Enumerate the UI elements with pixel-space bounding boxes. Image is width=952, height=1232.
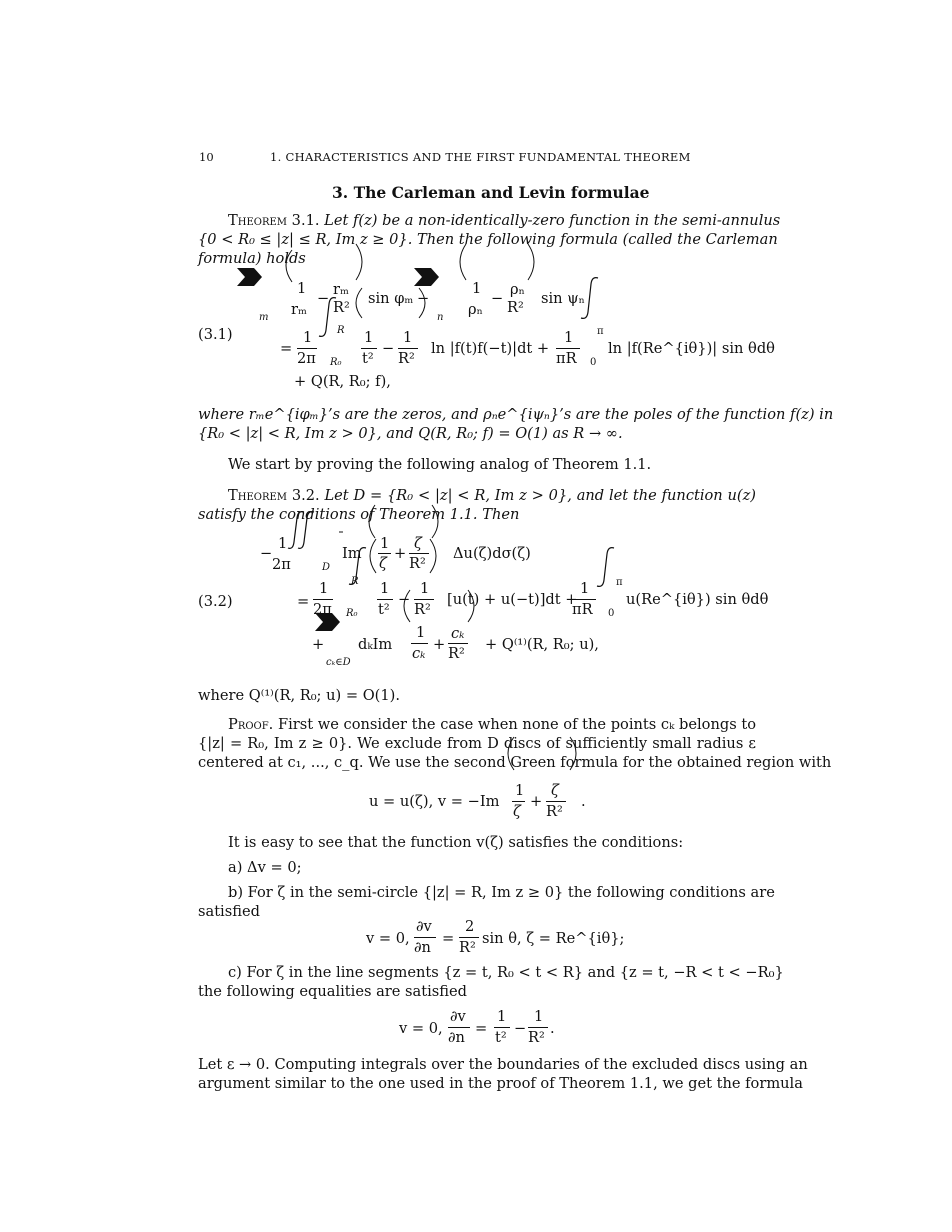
eq31-right-paren-2 <box>528 244 534 280</box>
b-eq-right: sin θ, ζ = Re^{iθ}; <box>482 930 625 947</box>
eq31-minus-a: − <box>317 290 330 307</box>
eq31-ln-right: ln |f(Re^{iθ})| sin θdθ <box>608 340 775 357</box>
theorem-3-1-line3: formula) holds <box>198 250 306 267</box>
eq32-frac-bar-h <box>448 643 468 644</box>
eq31-upper-R: R <box>337 325 345 336</box>
theorem-3-1-where2: {R₀ < |z| < R, Im z > 0}, and Q(R, R₀; f) = O(1) as R → ∞. <box>198 425 623 442</box>
eq32-plus-b: + <box>433 636 446 653</box>
eq31-rho-a: ρₙ <box>468 301 483 318</box>
para-start: We start by proving the following analog of Theorem 1.1. <box>228 456 652 473</box>
eq31-one-f: 1 <box>564 329 574 346</box>
eq31-one-c: 1 <box>303 329 313 346</box>
eq32-plus-sum: + <box>312 636 325 653</box>
sum-glyph-1 <box>237 268 262 286</box>
eq31-Q: + Q(R, R₀; f), <box>294 373 391 390</box>
eq32-frac-bar-d <box>377 599 393 600</box>
theorem-3-1-line2: {0 < R₀ ≤ |z| ≤ R, Im z ≥ 0}. Then the following formula (called the Carleman <box>198 231 778 248</box>
proof-plus: + <box>530 793 543 810</box>
eq32-one-e: 1 <box>420 580 430 597</box>
eq31-frac-bar-3 <box>398 348 418 349</box>
eq32-one-g: 1 <box>416 624 426 641</box>
eq32-one-d: 1 <box>380 580 390 597</box>
eq31-upper-pi: π <box>597 326 604 337</box>
proof-one: 1 <box>515 782 525 799</box>
eq32-zeta-a: ζ <box>379 555 387 572</box>
eq31-sin-psi: sin ψₙ <box>541 290 585 307</box>
b-frac-bar-b <box>459 937 479 938</box>
eq32-zeta-b: ζ <box>414 535 422 552</box>
eq32-one-f: 1 <box>580 580 590 597</box>
c-R2: R² <box>528 1029 545 1046</box>
proof-b2: satisfied <box>198 903 260 920</box>
eq31-inner-paren-left <box>356 288 362 318</box>
proof-easy: It is easy to see that the function v(ζ) satisfies the conditions: <box>228 834 684 851</box>
c-dn: ∂n <box>448 1029 465 1046</box>
proof-frac-bar-b <box>546 801 566 802</box>
eq31-equals: = <box>280 340 293 357</box>
eq31-sub-n: n <box>437 312 444 323</box>
eq31-one-b: 1 <box>472 280 482 297</box>
eq32-R2-c: R² <box>448 645 465 662</box>
eq32-frac-bar-a <box>378 553 391 554</box>
theorem-3-1-label: Theorem 3.1. <box>228 212 320 229</box>
proof-text: First we consider the case when none of the points cₖ belongs to <box>277 716 756 733</box>
b-frac-bar-a <box>414 937 436 938</box>
theorem-3-1-where1: where rₘe^{iφₘ}’s are the zeros, and ρₙe^{iψₙ}’s are the poles of the function f(z) in <box>198 406 834 423</box>
eq31-sub-m: m <box>259 312 269 323</box>
eq31-minus-d: − <box>382 340 395 357</box>
eq32-two-pi-b: 2π <box>313 601 332 618</box>
eq31-t2: t² <box>362 350 374 367</box>
eq31-lower-zero: 0 <box>590 357 597 368</box>
eq32-dk-im: dₖIm <box>358 636 393 653</box>
eq31-one-e: 1 <box>403 329 413 346</box>
eq32-lower-zero: 0 <box>608 608 615 619</box>
eq32-equals: = <box>297 593 310 610</box>
eq31-sin-phi: sin φₘ <box>368 290 414 307</box>
eq31-number: (3.1) <box>198 326 233 343</box>
b-dn: ∂n <box>414 939 431 956</box>
proof-line1 <box>198 715 756 734</box>
eq32-Q1: + Q⁽¹⁾(R, R₀; u), <box>485 636 599 653</box>
eq31-R2-c: R² <box>398 350 415 367</box>
eq31-two-pi: 2π <box>297 350 316 367</box>
eq31-right-paren <box>356 244 362 280</box>
eq31-rho-b: ρₙ <box>510 281 525 298</box>
eq32-one-b: 1 <box>380 535 390 552</box>
eq32-delta: Δu(ζ)dσ(ζ) <box>453 545 531 562</box>
c-frac-bar-c <box>528 1027 548 1028</box>
eq32-pi-R: πR <box>572 601 593 618</box>
eq32-ut: [u(t) + u(−t)]dt + <box>447 591 578 608</box>
proof-zeta-b: ζ <box>551 782 559 799</box>
eq32-im: Im <box>342 545 362 562</box>
c-minus: − <box>514 1020 527 1037</box>
eq31-left-paren-2 <box>460 244 466 280</box>
eq31-pi-R: πR <box>556 350 577 367</box>
eq31-left-paren <box>286 250 292 282</box>
eq32-inner-paren-right <box>430 539 436 573</box>
c-one-b: 1 <box>534 1008 544 1025</box>
b-equals: = <box>442 930 455 947</box>
proof-zeta-a: ζ <box>513 803 521 820</box>
c-frac-bar-b <box>494 1027 510 1028</box>
eq31-minus-b: − <box>417 290 430 307</box>
b-eq-left: v = 0, <box>366 930 410 947</box>
b-dv: ∂v <box>416 918 432 935</box>
proof-display: u = u(ζ), v = −Im <box>369 793 500 810</box>
eq32-R2-a: R² <box>409 555 426 572</box>
eq32-frac-bar-b <box>409 553 429 554</box>
proof-frac-bar-a <box>512 801 525 802</box>
proof-b1: b) For ζ in the semi-circle {|z| = R, Im z ≥ 0} the following conditions are <box>228 884 775 901</box>
eq32-lower-R0: R₀ <box>346 608 358 619</box>
theorem-3-2-label: Theorem 3.2. <box>228 487 320 504</box>
c-frac-bar-a <box>448 1027 470 1028</box>
eq32-frac-bar-f <box>572 599 596 600</box>
proof-a: a) Δv = 0; <box>228 859 302 876</box>
c-t2: t² <box>495 1029 507 1046</box>
theorem-3-2-text: Let D = {R₀ < |z| < R, Im z > 0}, and let the function u(z) <box>324 487 756 504</box>
eq31-one-a: 1 <box>297 280 307 297</box>
proof-line3: centered at c₁, ..., c_q. We use the second Green formula for the obtained region with <box>198 754 832 771</box>
eq31-minus-c: − <box>491 290 504 307</box>
eq32-minus-b: − <box>398 591 411 608</box>
eq32-upper-R: R <box>351 576 359 587</box>
eq31-one-d: 1 <box>364 329 374 346</box>
proof-label: Proof. <box>228 716 274 733</box>
eq32-inner-paren-left <box>370 539 376 573</box>
eq32-u-right: u(Re^{iθ}) sin θdθ <box>626 591 769 608</box>
eq32-sub-D: D <box>322 562 331 573</box>
eq32-one-c: 1 <box>319 580 329 597</box>
eq32-upper-pi: π <box>616 577 623 588</box>
eq31-rm-a: rₘ <box>291 301 307 318</box>
eq31-R2-b: R² <box>507 299 524 316</box>
proof-c2: the following equalities are satisfied <box>198 983 467 1000</box>
eq32-number: (3.2) <box>198 593 233 610</box>
c-eq-left: v = 0, <box>399 1020 443 1037</box>
eq31-frac-bar-2 <box>361 348 377 349</box>
eq31-R2-a: R² <box>333 299 350 316</box>
section-title: 3. The Carleman and Levin formulae <box>332 183 650 202</box>
sum-glyph-2 <box>414 268 439 286</box>
eq31-lower-R0: R₀ <box>330 357 342 368</box>
eq32-plus-a: + <box>394 545 407 562</box>
page-number: 10 <box>199 150 214 164</box>
theorem-3-2-where: where Q⁽¹⁾(R, R₀; u) = O(1). <box>198 687 400 704</box>
proof-let2: argument similar to the one used in the proof of Theorem 1.1, we get the formula <box>198 1075 803 1092</box>
proof-R2: R² <box>546 803 563 820</box>
running-title: 1. CHARACTERISTICS AND THE FIRST FUNDAMENTAL THEOREM <box>270 150 691 164</box>
b-R2: R² <box>459 939 476 956</box>
b-two: 2 <box>465 918 475 935</box>
proof-let1: Let ε → 0. Computing integrals over the boundaries of the excluded discs using an <box>198 1056 808 1073</box>
eq32-frac-bar-e <box>414 599 434 600</box>
eq32-t2: t² <box>378 601 390 618</box>
eq32-minus: − <box>260 545 273 562</box>
c-one-a: 1 <box>497 1008 507 1025</box>
eq32-one-a: 1 <box>278 535 288 552</box>
theorem-3-1-text: Let f(z) be a non-identically-zero function in the semi-annulus <box>324 212 781 229</box>
eq31-ln-part: ln |f(t)f(−t)|dt + <box>431 340 550 357</box>
eq32-two-pi-a: 2π <box>272 556 291 573</box>
eq32-frac-bar-c <box>313 599 333 600</box>
eq32-integral-2 <box>597 548 614 587</box>
eq32-sum-sub: cₖ∈D <box>326 657 351 668</box>
proof-c1: c) For ζ in the line segments {z = t, R₀ < t < R} and {z = t, −R < t < −R₀} <box>228 964 784 981</box>
c-dv: ∂v <box>450 1008 466 1025</box>
eq31-rm-b: rₘ <box>333 281 349 298</box>
theorem-3-2-line1 <box>198 486 756 505</box>
eq32-frac-bar-g <box>411 643 428 644</box>
eq31-frac-bar-1 <box>297 348 317 349</box>
c-equals: = <box>475 1020 488 1037</box>
eq32-R2-b: R² <box>414 601 431 618</box>
eq32-ck-a: cₖ <box>412 645 426 662</box>
c-period: . <box>550 1020 555 1037</box>
eq31-frac-bar-4 <box>556 348 580 349</box>
proof-line2: {|z| = R₀, Im z ≥ 0}. We exclude from D discs of sufficiently small radius ε <box>198 735 756 752</box>
proof-period: . <box>581 793 586 810</box>
theorem-3-2-line2: satisfy the conditions of Theorem 1.1. Then <box>198 506 520 523</box>
eq32-ck-b: cₖ <box>451 625 465 642</box>
